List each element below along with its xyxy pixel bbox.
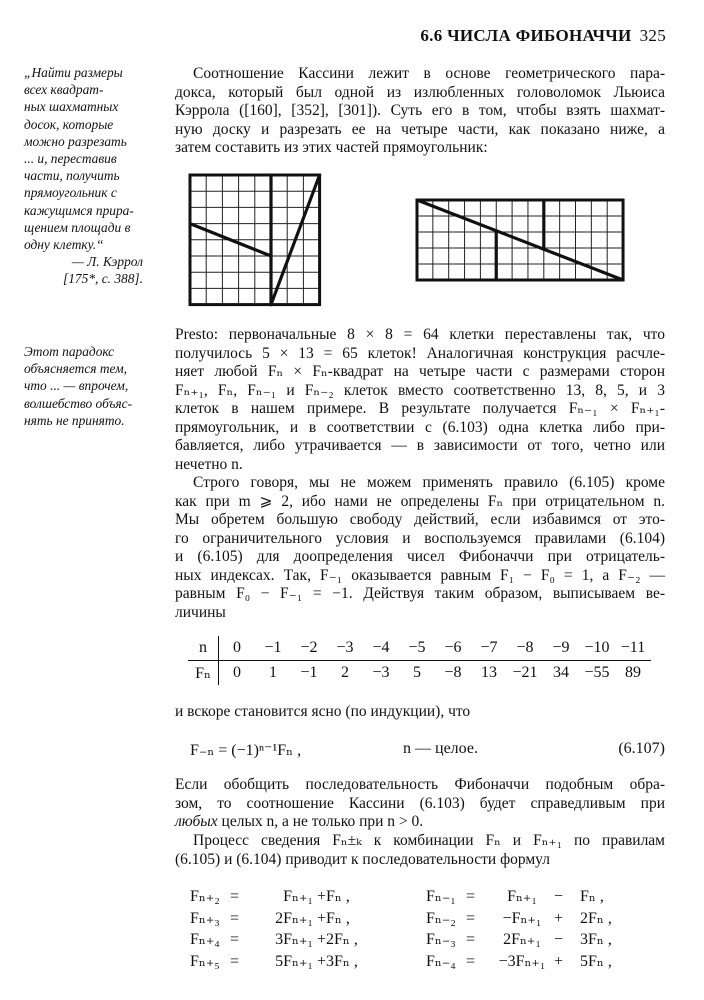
margin-line: всех квадрат- xyxy=(24,82,104,98)
n-value-cell: −6 xyxy=(435,636,471,661)
fn-value-cell: 2 xyxy=(341,664,349,681)
margin-note xyxy=(24,343,149,429)
formula-left-part: Fₙ₊₅ xyxy=(190,953,220,971)
text-line: няет любой Fₙ × Fₙ-квадрат на четыре части с размерами сторон xyxy=(175,363,665,380)
margin-line: кажущимся прира- xyxy=(24,202,134,218)
margin-line: можно разрезать xyxy=(24,133,127,149)
margin-line: досок, которые xyxy=(24,116,114,132)
n-value-cell: −11 xyxy=(615,636,651,661)
text-line: прямоугольник, и в соответствии с (6.103) одна клетка либо при- xyxy=(175,418,665,436)
margin-line: Этот парадокс xyxy=(24,344,115,359)
text-line: Кэррола ([160], [352], [301]). Суть его в том, чтобы взять шахмат- xyxy=(175,102,665,119)
row-header-fn: Fₙ xyxy=(188,661,219,686)
formula-left-part: 5Fₙ₊₁ + xyxy=(275,953,326,971)
formula-left-part: = xyxy=(230,888,240,905)
fibonacci-negative-table xyxy=(188,636,651,685)
formula-left-part: = xyxy=(230,931,240,949)
formula-left-part: Fₙ₊₄ xyxy=(190,931,220,949)
formula-right-part: 2Fₙ₊₁ xyxy=(503,931,541,949)
text-line: ную доску и разрезать ее на четыре части, как показано ниже, а xyxy=(175,120,665,138)
text-line: затем составить из этих частей прямоугольник: xyxy=(175,139,488,156)
formula-left-part: Fₙ , xyxy=(326,888,350,905)
paragraph-4 xyxy=(175,776,665,832)
formula-left-part: = xyxy=(230,953,240,971)
margin-line: щением площади в xyxy=(24,219,131,235)
formula-row xyxy=(190,908,660,930)
section-title: 6.6 ЧИСЛА ФИБОНАЧЧИ xyxy=(420,26,632,45)
formula-left-part: 2Fₙ₊₁ + xyxy=(275,909,326,927)
formula-left-part: Fₙ₊₁ + xyxy=(283,888,326,905)
emphasis: любых xyxy=(175,813,218,830)
margin-line: прямоугольник с xyxy=(24,185,117,201)
n-value-cell: −1 xyxy=(255,636,291,661)
text: целых n, а не только при n > 0. xyxy=(217,813,424,830)
margin-line: что ... — впрочем, xyxy=(24,378,129,394)
equation-number: (6.107) xyxy=(618,740,665,757)
formula-right-part: Fₙ₊₁ xyxy=(507,888,537,905)
chessboard-figure xyxy=(186,171,326,311)
cut-line xyxy=(417,200,623,280)
text-line: и вскоре становится ясно (по индукции), что xyxy=(175,703,471,720)
formula-block xyxy=(190,886,660,973)
n-value-cell: −10 xyxy=(579,636,615,661)
equation-note: n — целое. xyxy=(403,740,478,757)
fn-value-cell: −55 xyxy=(584,664,610,681)
fn-value-cell: 34 xyxy=(553,664,569,681)
text-line: клеток в нашем примере. В результате получается Fₙ₋₁ × Fₙ₊₁- xyxy=(175,400,665,417)
n-value-cell: −8 xyxy=(507,636,543,661)
fn-value-cell: −3 xyxy=(372,664,390,681)
formula-right-part: Fₙ₋₃ xyxy=(426,931,456,949)
text-line: го ограничительного условия и воспользуемся правилами (6.104) xyxy=(175,529,665,547)
formula-right-part: = xyxy=(466,909,476,927)
row-header-n: n xyxy=(188,636,219,661)
formula-row xyxy=(190,951,660,973)
fn-value-cell: −21 xyxy=(512,664,538,681)
formula-right-part: + xyxy=(554,953,564,971)
formula-right-part: = xyxy=(466,888,476,905)
formula-right-part: 5Fₙ , xyxy=(580,953,612,971)
text-line: (6.105) и (6.104) приводит к последовательности формул xyxy=(175,850,550,868)
margin-line: одну клетку.“ xyxy=(24,236,104,252)
formula-row xyxy=(190,929,660,951)
formula-right-part: 2Fₙ , xyxy=(580,909,612,927)
fn-value-cell: −1 xyxy=(300,664,318,681)
margin-line: волшебство объяс- xyxy=(24,395,133,411)
margin-line: нять не принято. xyxy=(24,412,125,428)
formula-right-part: − xyxy=(554,931,564,949)
formula-left-part: 3Fₙ₊₁ + xyxy=(275,931,326,949)
text-line: Fₙ₊₁, Fₙ, Fₙ₋₁ и Fₙ₋₂ клеток вместо соответственно 13, 8, 5, и 3 xyxy=(175,381,665,399)
paragraph-5 xyxy=(175,832,665,869)
formula-left-part: 2Fₙ , xyxy=(326,931,358,949)
n-value-cell: −5 xyxy=(399,636,435,661)
paragraph-after-table xyxy=(175,703,665,722)
formula-left-part: Fₙ₊₂ xyxy=(190,888,220,905)
fn-value-cell: 0 xyxy=(233,664,241,681)
text-line: как при m ⩾ 2, ибо нами не определены Fₙ при отрицательном n. xyxy=(175,492,665,510)
margin-line: ных шахматных xyxy=(24,99,119,115)
text-line: Presto: первоначальные 8 × 8 = 64 клетки переставлены так, что xyxy=(175,326,665,343)
text-line: личины xyxy=(175,603,226,621)
margin-line: „Найти размеры xyxy=(24,65,123,80)
paragraph-2 xyxy=(175,326,665,474)
formula-left-part: Fₙ₊₃ xyxy=(190,909,220,927)
margin-line: [175*, с. 388]. xyxy=(63,271,143,287)
formula-right-part: = xyxy=(466,953,476,971)
text-line: получилось 5 × 13 = 65 клеток! Аналогичная конструкция расчле- xyxy=(175,344,665,362)
text-line: равным F₀ − F₋₁ = −1. Действуя таким образом, выписываем ве- xyxy=(175,585,665,602)
n-value-cell: −7 xyxy=(471,636,507,661)
formula-right-part: + xyxy=(554,909,564,927)
equation-lhs: F₋ₙ = (−1)ⁿ⁻¹Fₙ , xyxy=(190,742,302,759)
margin-quote xyxy=(24,64,149,287)
text-line: докса, который был одной из излюбленных головоломок Льюиса xyxy=(175,83,665,101)
text-line: нечетно n. xyxy=(175,455,243,473)
fn-value-cell: 13 xyxy=(481,664,497,681)
formula-right-part: = xyxy=(466,931,476,949)
margin-line: объясняется тем, xyxy=(24,361,128,377)
n-value-cell: 0 xyxy=(219,636,256,661)
formula-right-part: − xyxy=(554,888,564,905)
text-line: Процесс сведения Fₙ±ₖ к комбинации Fₙ и Fₙ₊₁ по правилам xyxy=(193,832,665,849)
fn-value-cell: 89 xyxy=(625,664,641,681)
text-line: зом, то соотношение Кассини (6.103) будет справедливым при xyxy=(175,794,665,812)
margin-line: — Л. Кэррол xyxy=(71,254,143,270)
text-line: ных индексах. Так, F₋₁ оказывается равным F₁ − F₀ = 1, а F₋₂ — xyxy=(175,566,665,584)
running-header xyxy=(420,26,666,46)
margin-line: ... и, переставив xyxy=(24,150,117,166)
text-line xyxy=(175,813,665,832)
text-line: бавляется, либо утрачивается — в зависимости от того, четно или xyxy=(175,437,665,454)
text-line: Соотношение Кассини лежит в основе геометрического пара- xyxy=(193,65,665,82)
formula-right-part: 3Fₙ , xyxy=(580,931,612,949)
text-line: Строго говоря, мы не можем применять правило (6.105) кроме xyxy=(193,474,665,491)
formula-left-part: Fₙ , xyxy=(326,909,350,927)
formula-right-part: Fₙ , xyxy=(580,888,604,905)
fn-value-cell: −8 xyxy=(444,664,462,681)
formula-right-part: Fₙ₋₂ xyxy=(426,909,456,927)
paragraph-3 xyxy=(175,474,665,622)
formula-right-part: −3Fₙ₊₁ xyxy=(498,953,546,971)
formula-right-part: Fₙ₋₁ xyxy=(426,888,456,905)
rectangle-figure xyxy=(413,196,628,286)
n-value-cell: −2 xyxy=(291,636,327,661)
n-value-cell: −9 xyxy=(543,636,579,661)
formula-right-part: Fₙ₋₄ xyxy=(426,953,456,971)
formula-right-part: −Fₙ₊₁ xyxy=(502,909,542,927)
fn-value-cell: 1 xyxy=(269,664,277,681)
text-line: Если обобщить последовательность Фибоначчи подобным обра- xyxy=(175,776,665,793)
fn-value-cell: 5 xyxy=(413,664,421,681)
paragraph-1 xyxy=(175,65,665,158)
formula-row xyxy=(190,886,660,908)
formula-left-part: 3Fₙ , xyxy=(326,953,358,971)
text-line: и (6.105) для доопределения чисел Фибоначчи при отрицатель- xyxy=(175,548,665,565)
page-number: 325 xyxy=(639,26,666,45)
text-line: Мы обретем большую свободу действий, если избавимся от это- xyxy=(175,511,665,528)
margin-line: части, получить xyxy=(24,168,120,184)
equation-6-107 xyxy=(190,740,665,762)
formula-left-part: = xyxy=(230,909,240,927)
n-value-cell: −3 xyxy=(327,636,363,661)
n-value-cell: −4 xyxy=(363,636,399,661)
